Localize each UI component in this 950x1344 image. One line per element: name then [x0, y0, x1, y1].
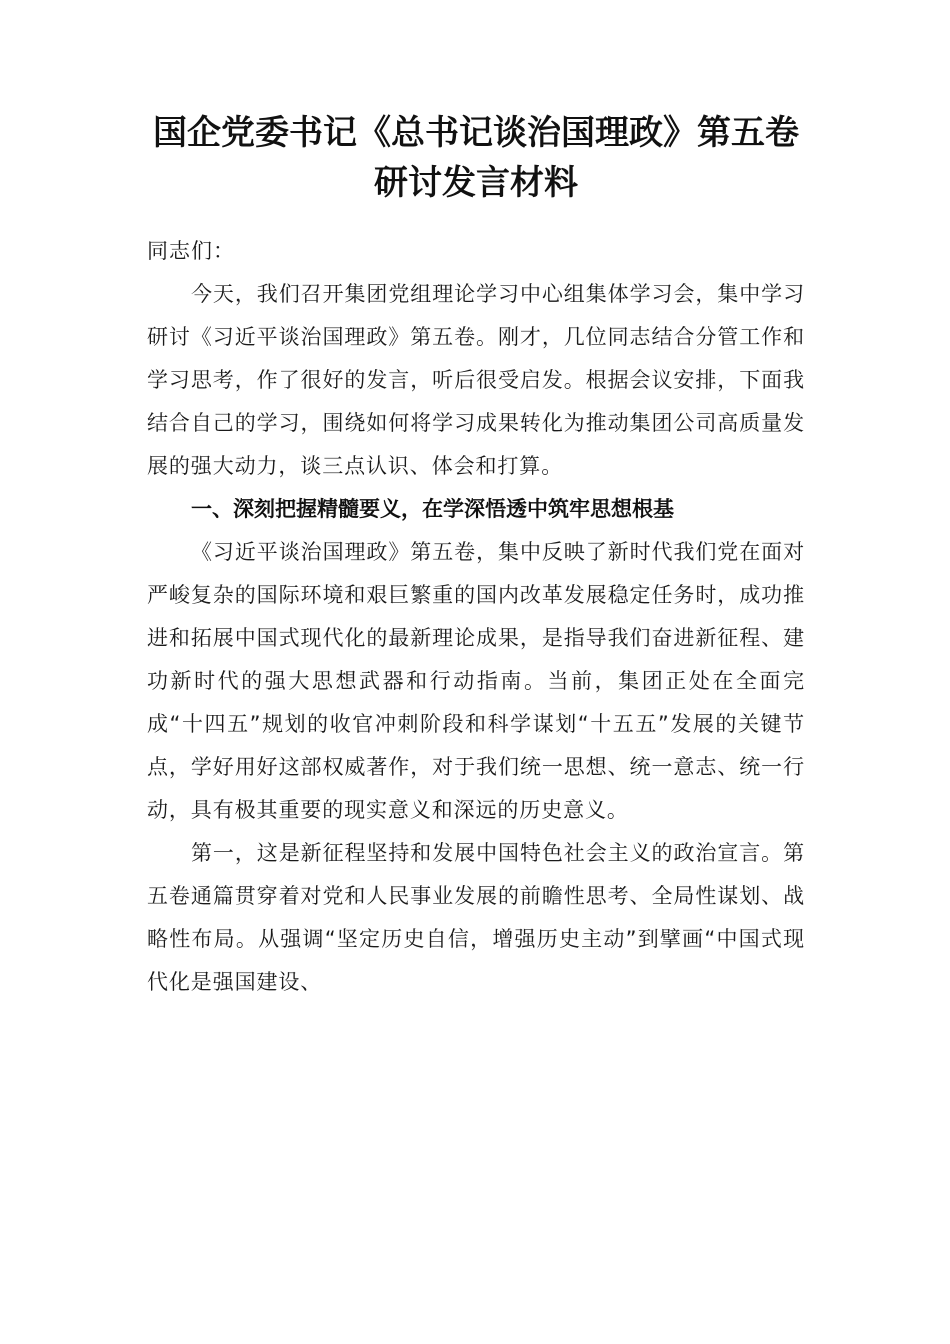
- document-title: 国企党委书记《总书记谈治国理政》第五卷研讨发言材料: [153, 113, 799, 203]
- document-page: [147, 108, 805, 1004]
- intro-paragraph: 今天，我们召开集团党组理论学习中心组集体学习会，集中学习研讨《习近平谈治国理政》第五卷。刚才，几位同志结合分管工作和学习思考，作了很好的发言，听后很受启发。根据会议安排，下面我结合自己的学习，围绕如何将学习成果转化为推动集团公司高质量发展的强大动力，谈三点认识、体会和打算。: [147, 282, 805, 478]
- section-heading-1: 一、深刻把握精髓要义，在学深悟透中筑牢思想根基: [191, 497, 674, 521]
- section-1-paragraph-1: 《习近平谈治国理政》第五卷，集中反映了新时代我们党在面对严峻复杂的国际环境和艰巨繁重的国内改革发展稳定任务时，成功推进和拓展中国式现代化的最新理论成果，是指导我们奋进新征程、建功新时代的强大思想武器和行动指南。当前，集团正处在全面完成“十四五”规划的收官冲刺阶段和科学谋划“十五五”发展的关键节点，学好用好这部权威著作，对于我们统一思想、统一意志、统一行动，具有极其重要的现实意义和深远的历史意义。: [147, 540, 805, 822]
- section-1-paragraph-2: 第一，这是新征程坚持和发展中国特色社会主义的政治宣言。第五卷通篇贯穿着对党和人民事业发展的前瞻性思考、全局性谋划、战略性布局。从强调“坚定历史自信，增强历史主动”到擘画“中国式现代化是强国建设、: [147, 841, 805, 994]
- salutation: 同志们：: [147, 239, 235, 263]
